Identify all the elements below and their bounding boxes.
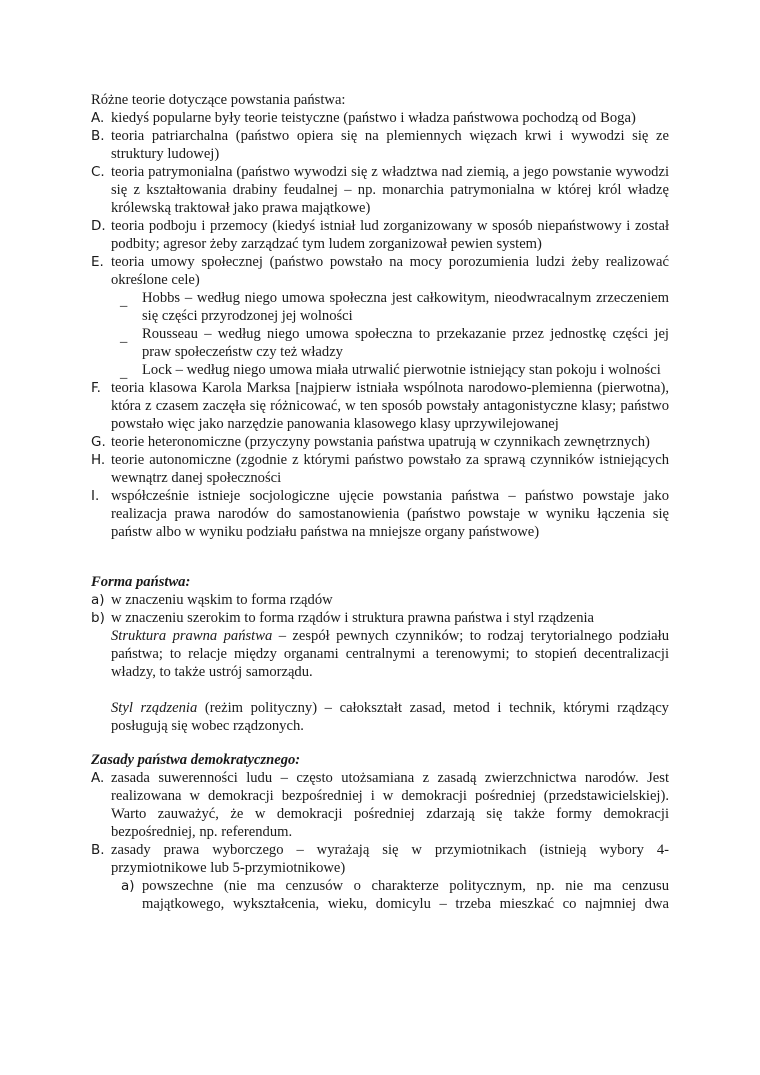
list-marker: G. [91, 434, 106, 450]
list-marker: _ [120, 293, 128, 309]
list-item [91, 253, 669, 289]
list-item-text: w znaczeniu szerokim to forma rządów i struktura prawna państwa i styl rządzenia [111, 610, 595, 626]
list-marker: D. [91, 218, 106, 234]
list-item [91, 127, 669, 163]
list-item [91, 433, 669, 451]
struktura-paragraph [91, 627, 669, 681]
list-item-text: współcześnie istnieje socjologiczne ujęcie powstania państwa – państwo powstaje jako realizacja prawa narodów do samostanowienia (państwo powstaje w wyniku łączenia się państw albo w wyniku podziału państwa na mniejsze organy państwowe) [111, 488, 669, 540]
list-marker: F. [91, 380, 101, 396]
list-marker: B. [91, 842, 105, 858]
list-item-text: teoria patrymonialna (państwo wywodzi się z władztwa nad ziemią, a jego powstanie wywodzi się z kształtowania drabiny feudalnej – np. monarchia patrymonialna w której król władzę królewską traktował jako prawa majątkowe) [111, 164, 669, 216]
list-marker: b) [91, 610, 105, 626]
list-item [91, 109, 669, 127]
list-marker: B. [91, 128, 105, 144]
list-item-text: Rousseau – według niego umowa społeczna to przekazanie przez jednostkę części jej praw społeczeństw czy też władzy [142, 326, 669, 360]
definition: – zespół pewnych czynników; to rodzaj terytorialnego podziału państwa; to relacje między organami centralnymi a terenowymi; to stopień decentralizacji władzy, to także ustrój samorządu. [111, 628, 669, 680]
list-item-text: Lock – według niego umowa miała utrwalić pierwotnie istniejący stan pokoju i wolności [142, 362, 661, 378]
list-item-text: Hobbs – według niego umowa społeczna jest całkowitym, nieodwracalnym zrzeczeniem się części przyrodzonej jej wolności [142, 290, 669, 324]
list-marker: a) [121, 878, 135, 894]
list-marker: A. [91, 770, 105, 786]
list-item [91, 769, 669, 841]
list-marker: C. [91, 164, 105, 180]
theories-list [91, 109, 669, 541]
list-item-text: teorie heteronomiczne (przyczyny powstania państwa upatrują w czynnikach zewnętrznych) [111, 434, 650, 450]
list-marker: H. [91, 452, 106, 468]
list-marker: _ [120, 365, 128, 381]
term: Struktura prawna państwa [111, 628, 273, 644]
list-item [91, 451, 669, 487]
list-item-text: teoria umowy społecznej (państwo powstało na mocy porozumienia ludzi żeby realizować określone cele) [111, 254, 669, 288]
list-item-text: teorie autonomiczne (zgodnie z którymi państwo powstało za sprawą czynników istniejących wewnątrz danej społeczności [111, 452, 669, 486]
sub-list-item [91, 361, 669, 379]
list-item [91, 609, 669, 627]
document-page [91, 91, 669, 913]
list-marker: _ [120, 329, 128, 345]
sub-list-item [91, 289, 669, 325]
forma-heading: Forma państwa: [91, 574, 191, 590]
list-item [91, 487, 669, 541]
list-item-text: teoria patriarchalna (państwo opiera się na plemiennych więzach krwi i wywodzi się ze struktury ludowej) [111, 128, 669, 162]
styl-paragraph [91, 699, 669, 735]
list-item-text: powszechne (nie ma cenzusów o charakterze politycznym, np. nie ma cenzusu majątkowego, wykształcenia, wieku, domicylu – trzeba mieszkać co najmniej dwa [142, 878, 669, 912]
list-item [91, 379, 669, 433]
list-marker: a) [91, 592, 105, 608]
list-item-text: kiedyś popularne były teorie teistyczne (państwo i władza państwowa pochodzą od Boga) [111, 110, 636, 126]
list-item [91, 217, 669, 253]
list-marker: A. [91, 110, 105, 126]
definition: (reżim polityczny) – całokształt zasad, metod i technik, którymi rządzący posługują się wobec rządzonych. [111, 700, 669, 734]
list-item [91, 163, 669, 217]
list-item-text: teoria klasowa Karola Marksa [najpierw istniała wspólnota narodowo-plemienna (pierwotna), która z czasem zaczęła się różnicować, w ten sposób powstały antagonistyczne klasy; państwo powstało więc jako narzędzie panowania klasowego klasy uprzywilejowanej [111, 380, 669, 432]
sub-list-item [91, 325, 669, 361]
list-item [91, 591, 669, 609]
list-item-text: teoria podboju i przemocy (kiedyś istniał lud zorganizowany w sposób niepaństwowy i został podbity; agresor żeby zarządzać tym ludem zorganizował pewien system) [111, 218, 669, 252]
list-item-text: zasady prawa wyborczego – wyrażają się w przymiotnikach (istnieją wybory 4-przymiotnikowe lub 5-przymiotnikowe) [111, 842, 669, 876]
sub-list-item [91, 877, 669, 913]
list-item-text: zasada suwerenności ludu – często utożsamiana z zasadą zwierzchnictwa narodów. Jest realizowana w demokracji bezpośredniej i w demokracji pośredniej (przedstawicielskiej). Warto zauważyć, że w demokracji pośredniej zdarzają się także formy demokracji bezpośredniej, np. referendum. [111, 770, 669, 840]
list-item [91, 841, 669, 877]
list-marker: E. [91, 254, 104, 270]
zasady-heading: Zasady państwa demokratycznego: [91, 752, 301, 768]
intro-text: Różne teorie dotyczące powstania państwa: [91, 92, 346, 108]
list-marker: I. [91, 488, 100, 504]
list-item-text: w znaczeniu wąskim to forma rządów [111, 592, 333, 608]
term: Styl rządzenia [111, 700, 198, 716]
